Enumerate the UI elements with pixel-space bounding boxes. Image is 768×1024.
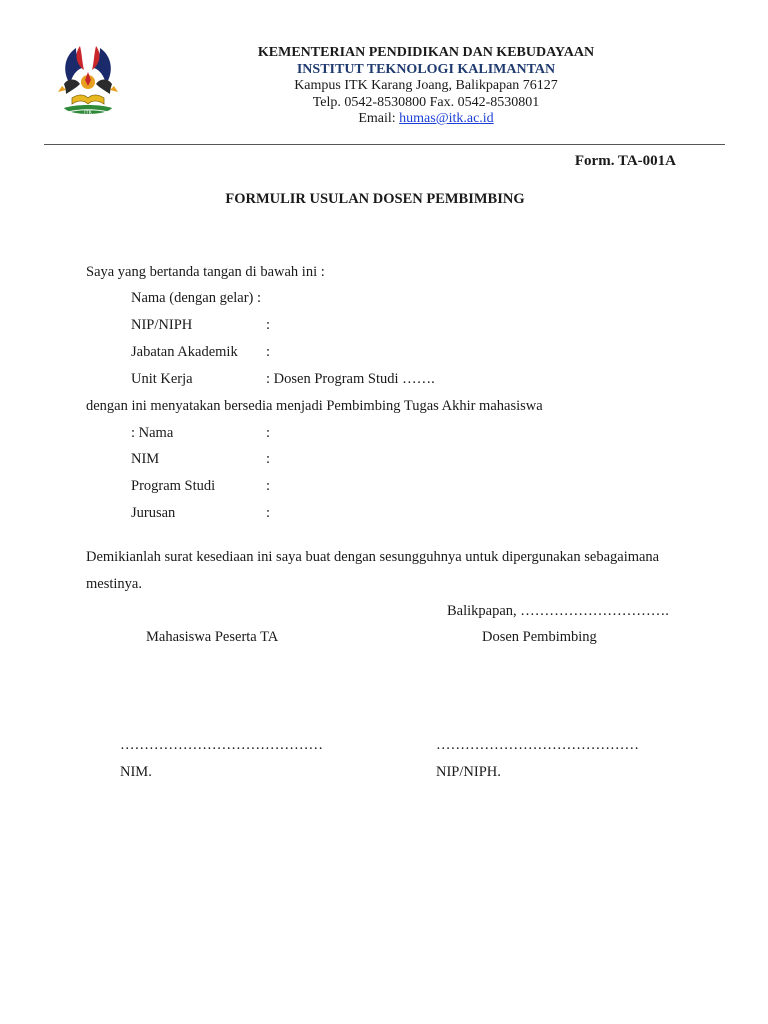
institute-address: Kampus ITK Karang Joang, Balikpapan 76127: [294, 78, 558, 93]
form-code: Form. TA-001A: [574, 153, 676, 169]
letterhead: [184, 45, 668, 128]
student-role: Mahasiswa Peserta TA: [146, 629, 279, 645]
statement-text: dengan ini menyatakan bersedia menjadi Pembimbing Tugas Akhir mahasiswa: [86, 398, 543, 414]
field-colon: :: [266, 425, 271, 441]
field-label: : Nama: [131, 425, 174, 441]
field-label: NIM: [131, 451, 160, 467]
institute-phone: Telp. 0542-8530800 Fax. 0542-8530801: [312, 94, 540, 110]
field-colon: :: [266, 451, 271, 467]
email-label: Email:: [358, 111, 400, 126]
student-signature-line: ……………………………………: [120, 737, 323, 753]
field-colon: :: [266, 478, 271, 494]
closing-text: Demikianlah surat kesediaan ini saya buat dengan sesungguhnya untuk dipergunakan sebagaimana: [86, 549, 660, 565]
header-divider: [44, 144, 725, 145]
lecturer-id-label: NIP/NIPH.: [436, 764, 501, 780]
svg-text:ITK: ITK: [84, 110, 92, 116]
lecturer-role: Dosen Pembimbing: [482, 629, 597, 645]
unit-kerja-value: Dosen Program Studi …….: [270, 371, 435, 387]
lecturer-signature-line: ……………………………………: [436, 737, 639, 753]
field-colon: :: [266, 344, 271, 360]
ministry-name: KEMENTERIAN PENDIDIKAN DAN KEBUDAYAAN: [257, 45, 595, 60]
place-date: Balikpapan, ………………………….: [447, 603, 669, 619]
field-colon: :: [266, 505, 271, 521]
field-label: Program Studi: [131, 478, 216, 494]
student-id-label: NIM.: [120, 764, 152, 780]
field-label: Jurusan: [131, 505, 176, 521]
field-value: [266, 371, 435, 388]
institute-name: INSTITUT TEKNOLOGI KALIMANTAN: [296, 61, 556, 77]
field-colon: :: [266, 317, 271, 333]
form-title: FORMULIR USULAN DOSEN PEMBIMBING: [225, 191, 525, 207]
field-colon: :: [266, 371, 271, 387]
field-label: Nama (dengan gelar) :: [131, 290, 262, 306]
email-link[interactable]: humas@itk.ac.id: [399, 111, 494, 126]
intro-text: Saya yang bertanda tangan di bawah ini :: [86, 264, 325, 280]
institute-email-line: [184, 111, 668, 128]
closing-text-end: mestinya.: [86, 576, 142, 592]
field-label: NIP/NIPH: [131, 317, 193, 333]
field-label: Jabatan Akademik: [131, 344, 238, 360]
field-label: Unit Kerja: [131, 371, 193, 387]
itk-logo-icon: [56, 42, 120, 122]
